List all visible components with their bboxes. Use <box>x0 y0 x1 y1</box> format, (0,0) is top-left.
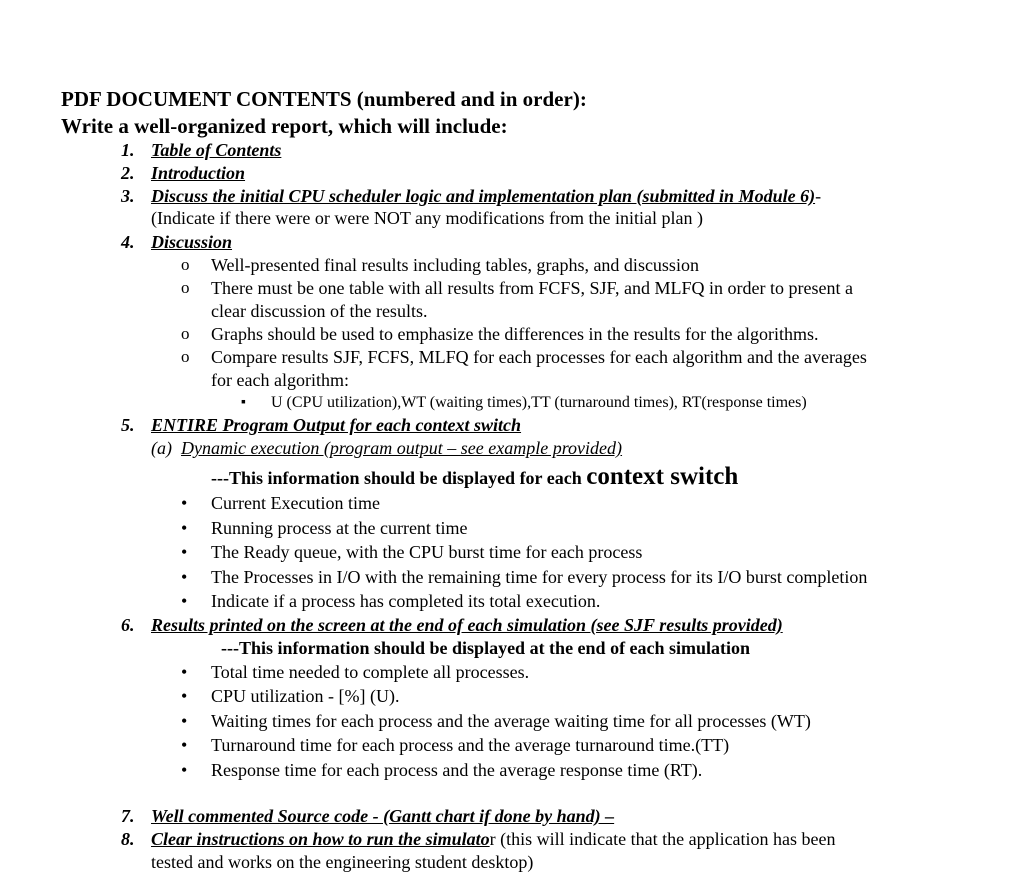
banner-text: ---This information should be displayed for each <box>211 468 587 488</box>
bullet-icon: • <box>181 711 188 731</box>
item-title-instructions: Clear instructions on how to run the simulato <box>151 829 490 849</box>
item-title-scheduler-plan: Discuss the initial CPU scheduler logic and implementation plan (submitted in Module 6) <box>151 186 816 206</box>
circle-bullet-icon: o <box>181 347 190 366</box>
item-suffix: - <box>815 186 822 206</box>
bullet-icon: • <box>181 735 188 755</box>
circle-bullet-icon: o <box>181 278 190 297</box>
banner-text: ---This information should be displayed at the end of each simulation <box>221 638 751 658</box>
output-text: Running process at the current time <box>211 518 468 538</box>
bullet-icon: • <box>181 686 188 706</box>
bullet-icon: • <box>181 567 188 587</box>
bullet-icon: • <box>181 662 188 682</box>
output-text: The Processes in I/O with the remaining time for every process for its I/O burst completion <box>211 567 868 587</box>
output-text: The Ready queue, with the CPU burst time for each process <box>211 542 643 562</box>
item-title-source-code: Well commented Source code - (Gantt chart if done by hand) – <box>151 806 615 826</box>
output-text: Indicate if a process has completed its total execution. <box>211 591 601 611</box>
subitem-text: Dynamic execution (program output – see example provided) <box>181 438 623 458</box>
item-number: 1. <box>121 140 135 160</box>
circle-bullet-icon: o <box>181 255 190 274</box>
metrics-list: U (CPU utilization),WT (waiting times),TT (turnaround times), RT(response times) <box>271 394 807 411</box>
item-title-introduction: Introduction <box>151 163 246 183</box>
doc-heading: PDF DOCUMENT CONTENTS (numbered and in order): <box>61 87 587 111</box>
bullet-icon: • <box>181 518 188 538</box>
item-title-results: Results printed on the screen at the end of each simulation (see SJF results provided) <box>151 615 783 635</box>
item-number: 4. <box>121 232 135 252</box>
discussion-text: There must be one table with all results from FCFS, SJF, and MLFQ in order to present a <box>211 278 853 298</box>
results-text: Total time needed to complete all processes. <box>211 662 530 682</box>
item-title-program-output: ENTIRE Program Output for each context switch <box>151 415 522 435</box>
square-bullet-icon: ▪ <box>241 395 246 410</box>
item-number: 5. <box>121 415 135 435</box>
results-text: Response time for each process and the average response time (RT). <box>211 760 703 780</box>
item-number: 7. <box>121 806 135 826</box>
bullet-icon: • <box>181 493 188 513</box>
discussion-text: Well-presented final results including tables, graphs, and discussion <box>211 255 699 275</box>
output-text: Current Execution time <box>211 493 380 513</box>
banner-emphasis: context switch <box>586 463 739 490</box>
discussion-text: clear discussion of the results. <box>211 301 428 321</box>
item-number: 8. <box>121 829 135 849</box>
item-8-continuation: tested and works on the engineering student desktop) <box>151 852 534 872</box>
item-rest: r (this will indicate that the application has been <box>489 829 836 849</box>
results-text: CPU utilization - [%] (U). <box>211 686 400 706</box>
results-text: Turnaround time for each process and the average turnaround time.(TT) <box>211 735 730 755</box>
discussion-text: Compare results SJF, FCFS, MLFQ for each processes for each algorithm and the averages <box>211 347 867 367</box>
item-number: 2. <box>121 163 135 183</box>
item-number: 3. <box>121 186 135 206</box>
bullet-icon: • <box>181 591 188 611</box>
discussion-text: Graphs should be used to emphasize the differences in the results for the algorithms. <box>211 324 819 344</box>
bullet-icon: • <box>181 542 188 562</box>
doc-subheading: Write a well-organized report, which will include: <box>61 114 508 138</box>
circle-bullet-icon: o <box>181 324 190 343</box>
item-title-table-of-contents: Table of Contents <box>151 140 282 160</box>
results-text: Waiting times for each process and the average waiting time for all processes (WT) <box>211 711 811 731</box>
subitem-label: (a) <box>151 438 172 458</box>
bullet-icon: • <box>181 760 188 780</box>
item-title-discussion: Discussion <box>151 232 233 252</box>
item-3-note: (Indicate if there were or were NOT any modifications from the initial plan ) <box>151 208 703 228</box>
item-number: 6. <box>121 615 135 635</box>
discussion-text: for each algorithm: <box>211 370 349 390</box>
